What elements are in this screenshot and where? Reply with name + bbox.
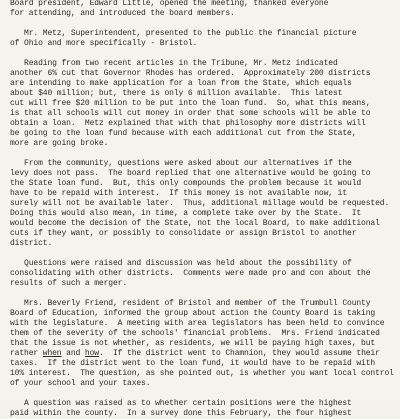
document-line: results of such a merger. — [10, 279, 128, 288]
document-line: rather when and how. If the district went to Chamnion, they would assume their — [10, 349, 380, 358]
document-line: with the legislature. A meeting with area legislators has been held to convince — [10, 319, 385, 328]
document-line: another 6% cut that Governor Rhodes has ordered. Approximately 200 districts — [10, 69, 371, 78]
document-line: for attending, and introduced the board members. — [10, 9, 235, 18]
document-line: the State loan fund. But, this only compounds the problem because it would — [10, 179, 362, 188]
document-line: is that all schools will cut money in order that some schools will be able to — [10, 109, 371, 118]
document-line: that the issue is not whether, as residents, we will be paying high taxes, but — [10, 339, 376, 348]
document-line: have to be repaid with interest. If this money is not available now, it — [10, 189, 348, 198]
document-line: Board of Education, informed the group about action the County Board is taking — [10, 309, 376, 318]
document-line: A question was raised as to whether certain positions were the highest — [10, 399, 352, 408]
document-line: are intending to make application for a loan from the State, which equals — [10, 79, 352, 88]
document-line: Questions were raised and discussion was held about the possibility of — [10, 259, 352, 268]
document-line: paid within the county. In a survey done this February, the four highest — [10, 409, 352, 418]
document-line: of your school and your taxes. — [10, 379, 151, 388]
document-line: would become the decision of the State, not the local Board, to make additional — [10, 219, 380, 228]
document-line: From the community, questions were asked about our alternatives if the — [10, 159, 352, 168]
document-line: levy does not pass. The board replied that one alternative would be going to — [10, 169, 371, 178]
document-line: more are going broke. — [10, 139, 109, 148]
document-line: Mrs. Beverly Friend, resident of Bristol and member of the Trumbull County — [10, 299, 371, 308]
document-line: surely will not be available later. Thus, additional millage would be requested. — [10, 199, 390, 208]
document-line: Doing this would also mean, in time, a complete take over by the State. It — [10, 209, 362, 218]
document-line: them of the severity of the schools' financial problems. Mrs. Friend indicated — [10, 329, 380, 338]
document-line: taxes. If the district went to the loan fund, it would have to be repaid with — [10, 359, 376, 368]
document-line: consolidating with other districts. Comments were made pro and con about the — [10, 269, 371, 278]
document-line: cut will free $20 million to be put into the loan fund. So, what this means, — [10, 99, 371, 108]
document-line: obtain a loan. Metz explained that with that philosophy more districts will — [10, 119, 366, 128]
document-line: Board president, Edward Little, opened the meeting, thanked everyone — [10, 0, 329, 8]
document-line: cuts if they want, or possibly to consolidate or assign Bristol to another — [10, 229, 357, 238]
document-line: Reading from two recent articles in the Tribune, Mr. Metz indicated — [10, 59, 338, 68]
document-line: be going to the loan fund because with each additional cut from the State, — [10, 129, 357, 138]
document-line: 10% interest. The question, as she pointed out, is whether you want local control — [10, 369, 394, 378]
document-line: Mr. Metz, Superintendent, presented to the public the financial picture — [10, 29, 357, 38]
document-line: district. — [10, 239, 53, 248]
document-line: about $40 million; but, there is only 6 million available. This latest — [10, 89, 343, 98]
document-line: of Ohio and more specifically - Bristol. — [10, 39, 198, 48]
